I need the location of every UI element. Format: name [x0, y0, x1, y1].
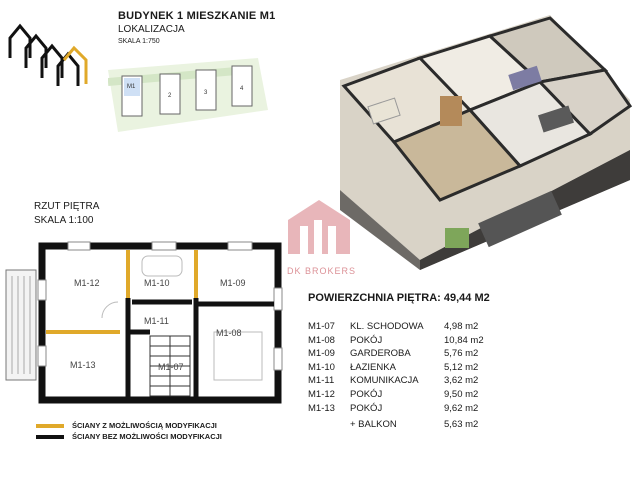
balcony-label: + BALKON — [350, 419, 397, 430]
room-code: M1-11 — [308, 375, 335, 387]
room-area: 9,50 m2 — [444, 388, 479, 400]
room-name: KOMUNIKACJA — [350, 375, 419, 387]
plan-title-text: RZUT PIĘTRA — [34, 201, 100, 212]
room-area: 5,76 m2 — [444, 348, 479, 360]
site-label-m1: M1 — [127, 84, 136, 90]
room-name: ŁAZIENKA — [350, 361, 396, 373]
room-area: 9,62 m2 — [444, 402, 479, 414]
room-label-m1-09: M1-09 — [220, 278, 246, 288]
room-area: 10,84 m2 — [444, 334, 484, 346]
room-label-m1-12: M1-12 — [74, 278, 100, 288]
table-row — [308, 402, 504, 416]
floor-plan — [4, 236, 288, 412]
site-label-3: 3 — [204, 90, 208, 96]
balcony-area: 5,63 m2 — [444, 419, 479, 430]
room-area: 5,12 m2 — [444, 361, 479, 373]
legend-text-fixed: ŚCIANY BEZ MOŻLIWOŚCI MODYFIKACJI — [72, 432, 222, 441]
table-row — [308, 347, 504, 361]
site-plan — [108, 52, 273, 137]
balcony-row — [350, 419, 478, 430]
floor-area-title: POWIERZCHNIA PIĘTRA: 49,44 M2 — [308, 292, 490, 304]
room-code: M1-07 — [308, 321, 335, 332]
room-area: 4,98 m2 — [444, 321, 479, 332]
legend-modifiable — [36, 421, 217, 430]
isometric-render — [330, 10, 640, 272]
room-code: M1-12 — [308, 388, 335, 400]
location-label: LOKALIZACJA — [118, 24, 185, 35]
room-code: M1-13 — [308, 402, 335, 414]
table-row — [308, 361, 504, 375]
plan-scale: SKALA 1:100 — [34, 215, 94, 226]
room-code: M1-10 — [308, 361, 335, 373]
legend-swatch-fixed — [36, 435, 64, 439]
site-label-4: 4 — [240, 86, 244, 92]
room-label-m1-11: M1-11 — [144, 316, 169, 326]
legend-swatch-modifiable — [36, 424, 64, 428]
legend-text-modifiable: ŚCIANY Z MOŻLIWOŚCIĄ MODYFIKACJI — [72, 421, 217, 430]
room-code: M1-08 — [308, 334, 335, 346]
room-label-m1-08: M1-08 — [216, 328, 242, 338]
building-title: BUDYNEK 1 MIESZKANIE M1 — [118, 10, 276, 22]
room-label-m1-07: M1-07 — [158, 362, 184, 372]
table-row — [308, 374, 504, 388]
room-area: 3,62 m2 — [444, 375, 479, 387]
table-row — [308, 388, 504, 402]
room-name: KL. SCHODOWA — [350, 321, 424, 332]
room-name: POKÓJ — [350, 334, 383, 346]
table-row — [308, 320, 504, 334]
room-name: POKÓJ — [350, 402, 383, 414]
room-name: GARDEROBA — [350, 348, 411, 360]
location-scale: SKALA 1:750 — [118, 38, 160, 45]
company-logo — [6, 18, 98, 90]
plan-title — [34, 200, 99, 228]
room-area-table — [308, 320, 504, 415]
room-label-m1-13: M1-13 — [70, 360, 96, 370]
legend-fixed — [36, 432, 222, 441]
site-label-2: 2 — [168, 93, 172, 99]
watermark-logo — [282, 198, 356, 254]
room-name: POKÓJ — [350, 388, 383, 400]
watermark-text: DK BROKERS — [287, 266, 357, 276]
room-code: M1-09 — [308, 348, 335, 360]
table-row — [308, 334, 504, 348]
room-label-m1-10: M1-10 — [144, 278, 170, 288]
